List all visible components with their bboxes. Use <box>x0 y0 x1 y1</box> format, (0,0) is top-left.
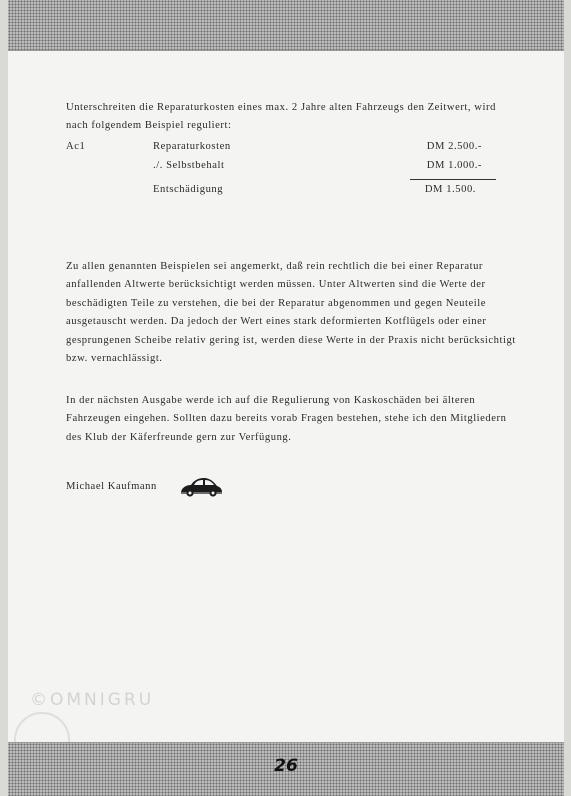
row-label-deductible: ./. Selbstbehalt <box>153 160 225 171</box>
author-signature: Michael Kaufmann <box>66 481 157 492</box>
example-reference: Ac1 <box>66 141 86 152</box>
residual-value-paragraph: Zu allen genannten Beispielen sei angemerkt, daß rein rechtlich die bei einer Reparatur anfallenden Altwerte berücksichtigt werden müssen. Unter Altwerten sind die Werte der beschädigten Teile zu verstehen, die bei der Reparatur abgenommen und gegen Neuteile ausgetauscht werden. Da jedoch der Wert eines stark deformierten Kotflügels oder einer gesprungenen Scheibe relativ gering ist, werden diese Werte in der Praxis nicht berücksichtigt bzw. vernachlässigt. <box>66 260 516 365</box>
document-page <box>8 0 564 795</box>
row-value-deductible: DM 1.000.- <box>426 160 482 171</box>
beetle-car-icon <box>179 476 223 498</box>
row-value-compensation: DM 1.500. <box>424 184 476 195</box>
row-label-repair-costs: Reparaturkosten <box>153 141 231 152</box>
page-number: 26 <box>274 756 298 776</box>
top-dot-border <box>8 0 564 51</box>
watermark: ©OMNIGRU <box>30 690 155 710</box>
next-issue-paragraph: In der nächsten Ausgabe werde ich auf die Regulierung von Kaskoschäden bei älteren Fahrzeugen eingehen. Sollten dazu bereits vorab Fragen bestehen, stehe ich den Mitgliedern des Klub der Käferfreunde gern zur Verfügung. <box>66 394 507 443</box>
intro-paragraph: Unterschreiten die Reparaturkosten eines max. 2 Jahre alten Fahrzeugs den Zeitwert, wird nach folgendem Beispiel reguliert: <box>66 101 496 132</box>
row-label-compensation: Entschädigung <box>153 184 224 195</box>
sum-divider <box>410 179 496 180</box>
row-value-repair-costs: DM 2.500.- <box>426 141 482 152</box>
